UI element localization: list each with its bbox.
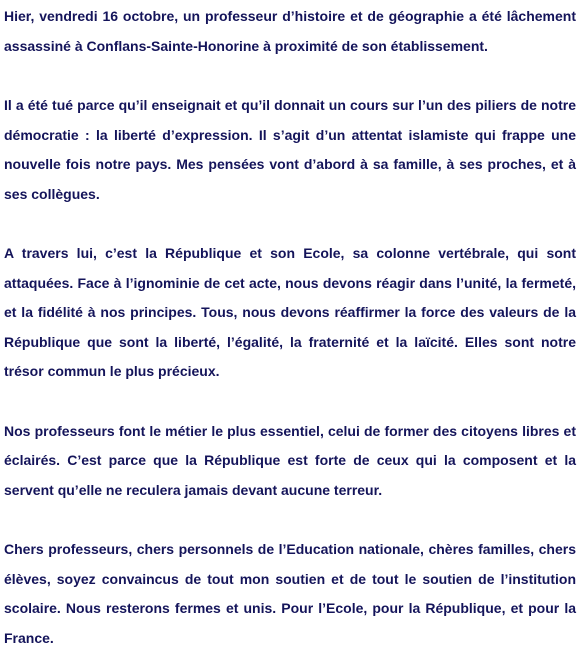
paragraph-1: Hier, vendredi 16 octobre, un professeur d’histoire et de géographie a été lâchement assassiné à Conflans-Sainte-Honorine à proximité de son établissement.	[4, 8, 576, 54]
paragraph-5: Chers professeurs, chers personnels de l’Education nationale, chères familles, chers élèves, soyez convaincus de tout mon soutien et de tout le soutien de l’institution scolaire. Nous resterons fermes et unis. Pour l’Ecole, pour la République, et pour la France.	[4, 541, 576, 646]
paragraph-4: Nos professeurs font le métier le plus essentiel, celui de former des citoyens libres et éclairés. C’est parce que la République est forte de ceux qui la composent et la servent qu’elle ne reculera jamais devant aucune terreur.	[4, 422, 576, 498]
paragraph-2: Il a été tué parce qu’il enseignait et qu’il donnait un cours sur l’un des piliers de notre démocratie : la liberté d’expression. Il s’agit d’un attentat islamiste qui frappe une nouvelle fois notre pays. Mes pensées vont d’abord à sa famille, à ses proches, et à ses collègues.	[4, 97, 576, 202]
paragraph-3: A travers lui, c’est la République et son Ecole, sa colonne vertébrale, qui sont attaquées. Face à l’ignominie de cet acte, nous devons réagir dans l’unité, la fermeté, et la fidélité à nos principes. Tous, nous devons réaffirmer la force des valeurs de la République que sont la liberté, l’égalité, la fraternité et la laïcité. Elles sont notre trésor commun le plus précieux.	[4, 245, 576, 379]
